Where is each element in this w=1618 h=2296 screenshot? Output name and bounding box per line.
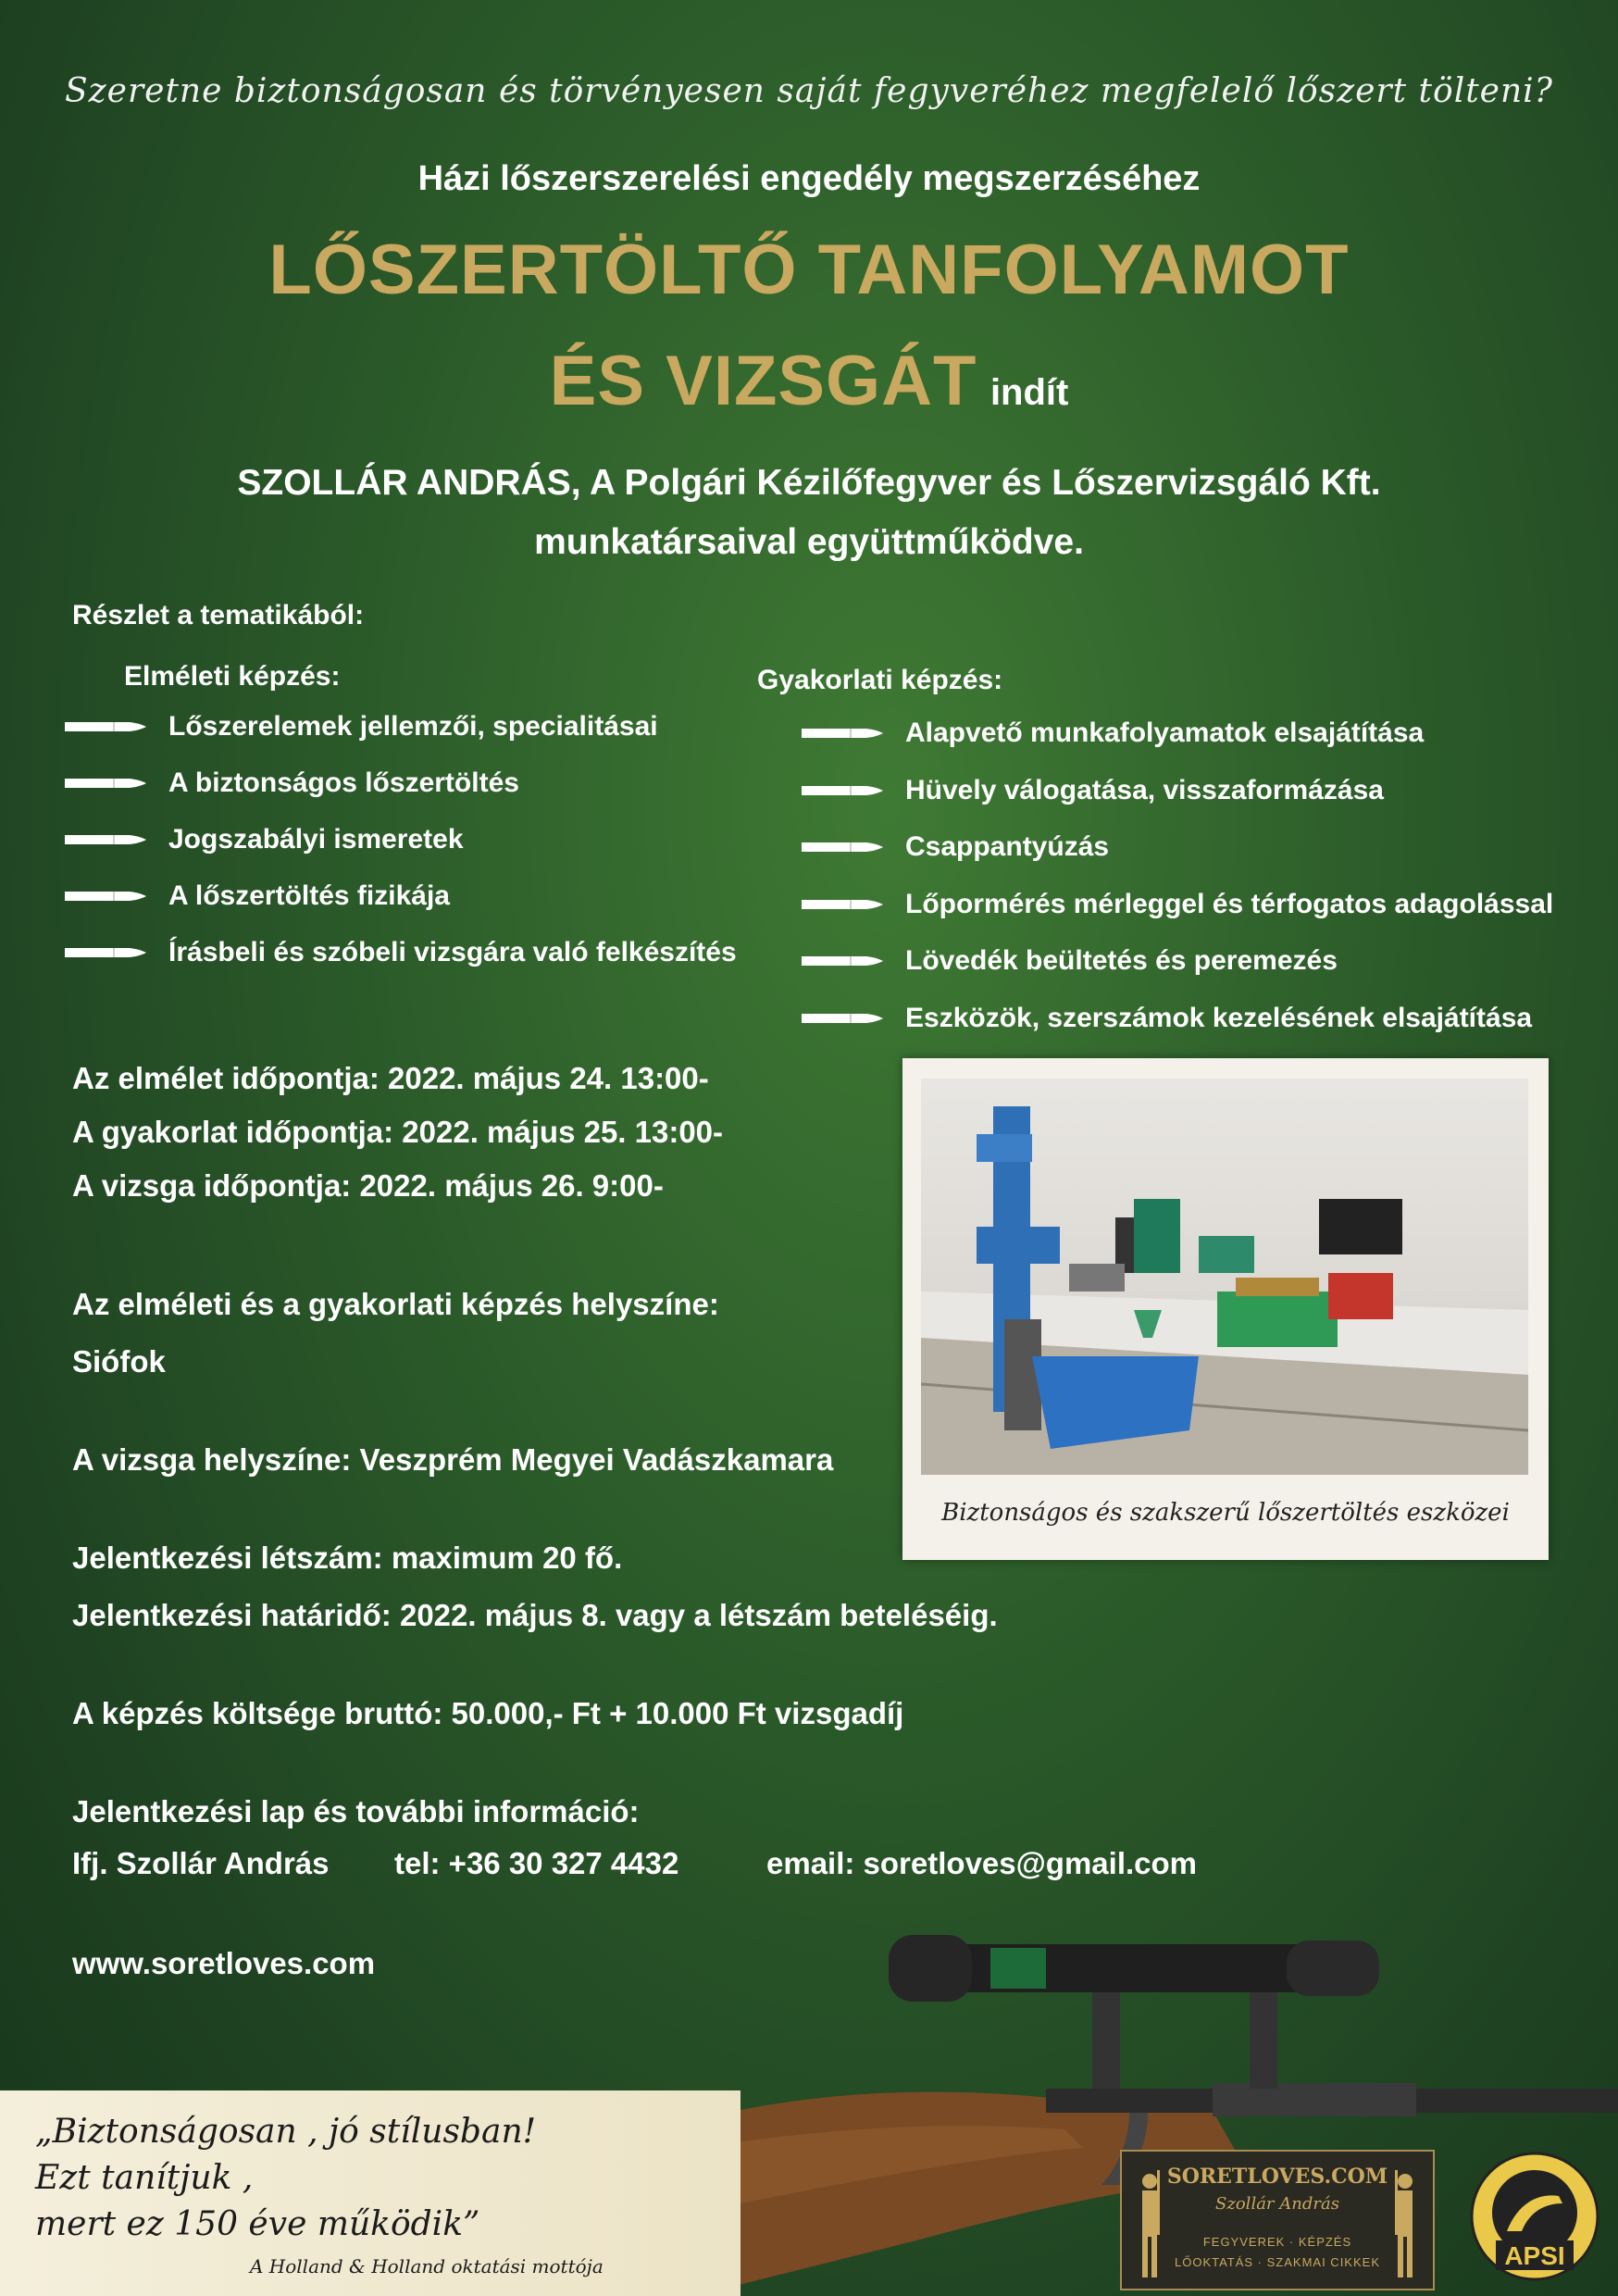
motto-line-1: „Biztonságosan , jó stílusban! (35, 2113, 537, 2151)
bullet-cartridge-icon (802, 727, 883, 740)
soretloves-logo-tagline-2: LŐOKTATÁS · SZAKMAI CIKKEK (1174, 2255, 1380, 2269)
training-location-label: Az elméleti és a gyakorlati képzés helyszíne: (72, 1287, 719, 1321)
theory-item-label: Lőszerelemek jellemzői, specialitásai (168, 711, 658, 742)
practice-item-label: Lőpormérés mérleggel és térfogatos adagolással (905, 888, 1554, 919)
contact-name: Ifj. Szollár András (72, 1846, 330, 1880)
contact-phone[interactable]: tel: +36 30 327 4432 (394, 1846, 679, 1880)
practice-item-label: Lövedék beültetés és peremezés (905, 945, 1338, 976)
schedule-theory: Az elmélet időpontja: 2022. május 24. 13:00- (72, 1061, 709, 1095)
info-label: Jelentkezési lap és további információ: (72, 1794, 640, 1828)
registration-capacity: Jelentkezési létszám: maximum 20 fő. (72, 1541, 623, 1575)
bullet-cartridge-icon (802, 1012, 883, 1025)
theory-item (65, 767, 519, 799)
practice-item (802, 718, 1424, 749)
apsi-logo (1470, 2152, 1599, 2281)
practice-heading: Gyakorlati képzés: (757, 665, 1003, 695)
motto-source: A Holland & Holland oktatási mottója (250, 2255, 604, 2277)
organizer-line-2: munkatársaival együttműködve. (534, 522, 1084, 562)
exam-location: A vizsga helyszíne: Veszprém Megyei Vadászkamara (72, 1442, 834, 1477)
bullet-cartridge-icon (802, 841, 883, 854)
training-location-city: Siófok (72, 1344, 166, 1379)
bullet-cartridge-icon (65, 890, 146, 903)
title-line-2-wrapper (0, 341, 1618, 421)
theory-item (65, 824, 464, 855)
theory-item-label: Jogszabályi ismeretek (168, 824, 464, 855)
practice-item (802, 831, 1109, 863)
theory-item-label: A biztonságos lőszertöltés (168, 767, 519, 798)
soretloves-logo-title: SORETLOVES.COM (1166, 2165, 1388, 2189)
bullet-cartridge-icon (65, 720, 146, 733)
practice-item (802, 945, 1338, 977)
title-suffix: indít (989, 372, 1069, 413)
bullet-cartridge-icon (802, 955, 883, 967)
title-line-1: LŐSZERTÖLTŐ TANFOLYAMOT (268, 231, 1350, 309)
course-cost: A képzés költsége bruttó: 50.000,- Ft + 10.000 Ft vizsgadíj (72, 1696, 904, 1730)
motto-line-2: Ezt tanítjuk , (35, 2159, 254, 2197)
practice-item (802, 889, 1553, 920)
theory-item (65, 937, 737, 968)
syllabus-heading: Részlet a tematikából: (72, 600, 365, 630)
motto-line-3: mert ez 150 éve működik” (35, 2205, 480, 2243)
bullet-cartridge-icon (802, 784, 883, 797)
website-link[interactable]: www.soretloves.com (72, 1946, 376, 1980)
apsi-logo-acronym: APSI (1504, 2241, 1565, 2270)
practice-item-label: Eszközök, szerszámok kezelésének elsajátítása (905, 1002, 1533, 1033)
photo-frame (902, 1058, 1549, 1560)
theory-item (65, 711, 658, 742)
photo-caption: Biztonságos és szakszerű lőszertöltés eszközei (941, 1499, 1510, 1527)
practice-item-label: Csappantyúzás (905, 831, 1110, 862)
schedule-practice: A gyakorlat időpontja: 2022. május 25. 13:00- (72, 1115, 724, 1149)
theory-item-label: A lőszertöltés fizikája (168, 880, 450, 911)
subheading: Házi lőszerszerelési engedély megszerzéséhez (417, 159, 1201, 198)
bullet-cartridge-icon (65, 946, 146, 959)
soretloves-logo-signature: Szollár András (1215, 2194, 1339, 2214)
hunter-silhouette-right-icon (1387, 2170, 1424, 2281)
schedule-exam: A vizsga időpontja: 2022. május 26. 9:00- (72, 1168, 664, 1203)
organizer-line-1: SZOLLÁR ANDRÁS, A Polgári Kézilőfegyver és Lőszervizsgáló Kft. (237, 463, 1381, 503)
bullet-cartridge-icon (802, 898, 883, 911)
registration-deadline: Jelentkezési határidő: 2022. május 8. vagy a létszám beteléséig. (72, 1598, 998, 1632)
reloading-tools-photo (921, 1079, 1528, 1475)
bullet-cartridge-icon (65, 833, 146, 846)
contact-email[interactable]: email: soretloves@gmail.com (766, 1846, 1198, 1880)
hunter-silhouette-left-icon (1131, 2170, 1168, 2281)
bullet-cartridge-icon (65, 777, 146, 790)
intro-question: Szeretne biztonságosan és törvényesen saját fegyveréhez megfelelő lőszert tölteni? (65, 72, 1553, 110)
motto-text (35, 2109, 536, 2248)
motto-box (0, 2090, 741, 2296)
organizer (0, 454, 1618, 572)
practice-item-label: Alapvető munkafolyamatok elsajátítása (905, 718, 1425, 748)
soretloves-logo-tagline-1: FEGYVEREK · KÉPZÉS (1202, 2235, 1352, 2249)
theory-item (65, 880, 450, 912)
theory-heading: Elméleti képzés: (124, 661, 341, 692)
theory-item-label: Írásbeli és szóbeli vizsgára való felkészítés (168, 937, 737, 967)
practice-item-label: Hüvely válogatása, visszaformázása (905, 774, 1384, 805)
practice-item (802, 1003, 1532, 1034)
practice-item (802, 775, 1384, 806)
title-line-2: ÉS VIZSGÁT (549, 342, 977, 420)
soretloves-logo (1120, 2150, 1435, 2290)
